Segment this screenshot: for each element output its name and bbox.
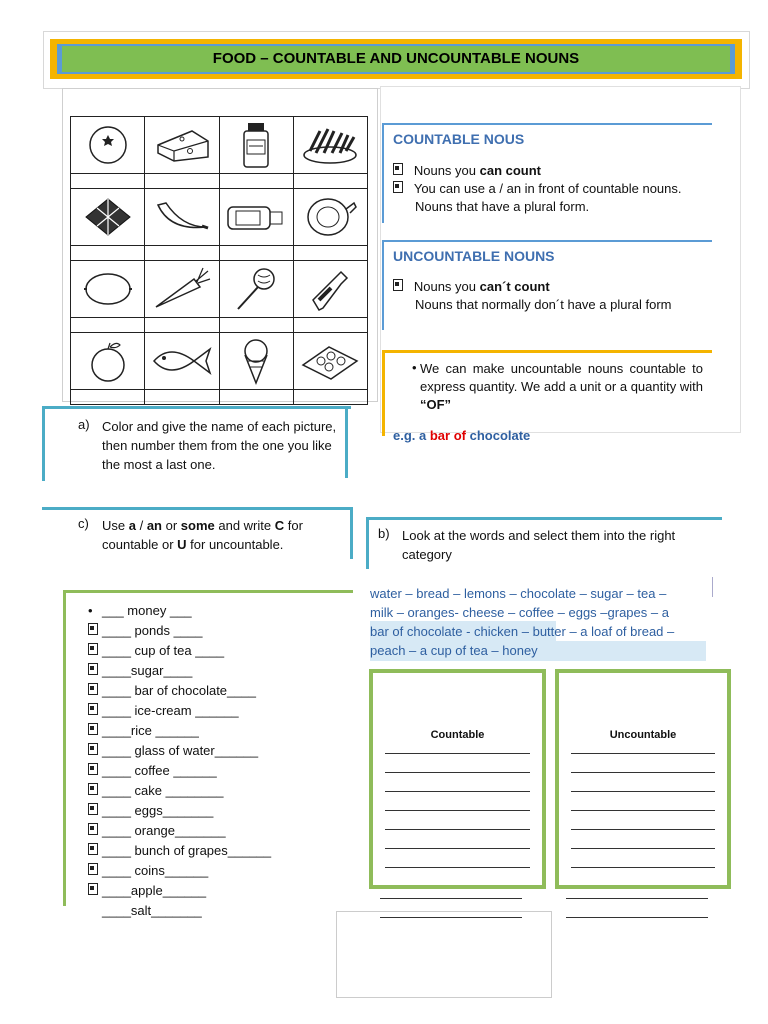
word-list-item <box>88 701 348 721</box>
fries-icon <box>293 117 367 174</box>
blank-line[interactable] <box>566 898 708 899</box>
bullet-icon <box>88 781 102 801</box>
countable-extra-lines <box>380 898 522 918</box>
coffee-jar-icon <box>219 117 293 174</box>
fish-icon <box>145 333 219 390</box>
word-bank <box>370 584 716 660</box>
word-list-text[interactable]: ____ bunch of grapes______ <box>102 843 272 858</box>
word-list-text[interactable]: ____ orange_______ <box>102 823 226 838</box>
countable-heading: COUNTABLE NOUS <box>393 131 525 147</box>
uncountable-column-title: Uncountable <box>609 729 677 741</box>
instruction-c-text: Use a / an or some and write C for countable or U for uncountable. <box>102 518 303 552</box>
word-list-item <box>88 661 348 681</box>
blank-line[interactable] <box>566 917 708 918</box>
blank-line[interactable] <box>380 898 522 899</box>
blank-line[interactable] <box>385 810 530 811</box>
countable-blank-lines <box>385 753 530 868</box>
bullet-icon <box>88 721 102 741</box>
blank-line[interactable] <box>385 753 530 754</box>
bullet-dot: • <box>88 603 93 618</box>
countable-column-title: Countable <box>430 729 485 741</box>
word-list-text[interactable]: ____salt_______ <box>102 903 202 918</box>
cheese-icon <box>145 117 219 174</box>
word-list-item <box>88 861 348 881</box>
picture-grid <box>70 116 368 396</box>
blank-line[interactable] <box>385 791 530 792</box>
bullet-icon <box>393 279 403 291</box>
bullet-icon <box>393 163 403 175</box>
bullet-icon <box>88 641 102 661</box>
egg-carton-icon <box>293 333 367 390</box>
bullet-icon <box>88 681 102 701</box>
bullet-icon <box>88 801 102 821</box>
instruction-a-text: Color and give the name of each picture, then number them from the one you like the most a last one. <box>102 419 337 472</box>
instruction-c-side-rule <box>350 507 353 559</box>
uncountable-blank-lines <box>571 753 715 868</box>
bottle-icon <box>219 189 293 246</box>
word-list-item <box>88 681 348 701</box>
blank-line[interactable] <box>571 810 715 811</box>
blank-line[interactable] <box>571 791 715 792</box>
word-list-item <box>88 821 348 841</box>
example-line: e.g. a bar of chocolate <box>393 428 531 443</box>
instruction-b-text: Look at the words and select them into the right category <box>402 528 676 562</box>
countable-column <box>369 669 546 889</box>
bullet-icon <box>88 741 102 761</box>
word-list-item <box>88 881 348 901</box>
word-list-side-rule <box>63 590 66 906</box>
bullet-icon <box>88 661 102 681</box>
word-list <box>88 601 348 921</box>
bullet-icon <box>88 701 102 721</box>
countable-heading-rule <box>382 123 712 125</box>
footer-frame <box>336 911 552 998</box>
word-list-item <box>88 721 348 741</box>
page-title: FOOD – COUNTABLE AND UNCOUNTABLE NOUNS <box>62 46 730 72</box>
blank-line[interactable] <box>571 772 715 773</box>
word-list-item <box>88 741 348 761</box>
word-bank-line: peach – a cup of tea – honey <box>370 643 538 658</box>
lemon-icon <box>71 261 145 318</box>
word-list-text[interactable]: ___ money ___ <box>102 603 192 618</box>
word-list-text[interactable]: ____ cup of tea ____ <box>102 643 225 658</box>
banana-icon <box>145 189 219 246</box>
instruction-c-letter: c) <box>78 516 89 531</box>
quantity-note: We can make uncountable nouns countable to express quantity. We add a unit or a quantity with “OF” <box>420 361 703 412</box>
word-list-text[interactable]: ____ ponds ____ <box>102 623 203 638</box>
apple-icon <box>71 333 145 390</box>
word-list-item <box>88 621 348 641</box>
uncountable-heading: UNCOUNTABLE NOUNS <box>393 248 555 264</box>
note-top-rule <box>382 350 712 353</box>
blank-line[interactable] <box>571 753 715 754</box>
uncountable-extra-lines <box>566 898 708 918</box>
word-list-item <box>88 641 348 661</box>
carrot-icon <box>145 261 219 318</box>
blank-line[interactable] <box>385 867 530 868</box>
word-list-text[interactable]: ____apple______ <box>102 883 207 898</box>
word-bank-line: milk – oranges- cheese – coffee – eggs –grapes – a <box>370 605 669 620</box>
uncountable-heading-rule <box>382 240 712 242</box>
bullet-icon <box>393 181 403 193</box>
instruction-b-top-rule <box>366 517 722 520</box>
word-bank-line: bar of chocolate - chicken – butter – a loaf of bread – <box>370 624 675 639</box>
bullet-icon <box>88 841 102 861</box>
blank-line[interactable] <box>385 848 530 849</box>
note-bullet: • <box>412 360 417 375</box>
word-list-text[interactable]: ____ coins______ <box>102 863 209 878</box>
ham-icon <box>293 189 367 246</box>
instruction-b-side-rule <box>366 517 369 569</box>
word-list-item <box>88 601 348 621</box>
chocolate-bar-icon <box>71 189 145 246</box>
bullet-icon <box>88 761 102 781</box>
countable-side-rule <box>382 123 384 223</box>
blank-line[interactable] <box>385 772 530 773</box>
word-list-item <box>88 901 348 921</box>
note-side-rule <box>382 352 385 436</box>
word-list-text[interactable]: ____rice ______ <box>102 723 199 738</box>
ice-cream-icon <box>219 333 293 390</box>
word-list-text[interactable]: ____ eggs_______ <box>102 803 214 818</box>
word-list-top-rule <box>63 590 353 593</box>
word-list-text[interactable]: ____ glass of water______ <box>102 743 259 758</box>
word-list-text[interactable]: ____ cake ________ <box>102 783 224 798</box>
word-list-item <box>88 781 348 801</box>
word-list-text[interactable]: ____ ice-cream ______ <box>102 703 239 718</box>
uncountable-definition: Nouns you can´t count Nouns that normally don´t have a plural form <box>393 278 713 314</box>
countable-definition: Nouns you can count You can use a / an in front of countable nouns. Nouns that have a plural form. <box>393 162 713 216</box>
instruction-a-letter: a) <box>78 417 90 432</box>
word-list-item <box>88 841 348 861</box>
word-list-item <box>88 761 348 781</box>
bullet-icon <box>88 861 102 881</box>
word-list-item <box>88 801 348 821</box>
blank-line[interactable] <box>385 829 530 830</box>
bullet-icon <box>88 621 102 641</box>
spaghetti-fork-icon <box>219 261 293 318</box>
uncountable-column <box>555 669 731 889</box>
bullet-icon <box>88 881 102 901</box>
word-list-text[interactable]: ____ bar of chocolate____ <box>102 683 256 698</box>
word-list-text[interactable]: ____ coffee ______ <box>102 763 217 778</box>
blank-line[interactable] <box>571 867 715 868</box>
blank-line[interactable] <box>571 829 715 830</box>
blank-line[interactable] <box>571 848 715 849</box>
instruction-b-letter: b) <box>378 526 390 541</box>
uncountable-side-rule <box>382 240 384 330</box>
blank-line[interactable] <box>380 917 522 918</box>
word-list-text[interactable]: ____sugar____ <box>102 663 193 678</box>
bullet-icon <box>88 821 102 841</box>
instruction-c-top-rule <box>42 507 352 510</box>
soda-bottle-icon <box>293 261 367 318</box>
word-bank-line: water – bread – lemons – chocolate – sugar – tea – <box>370 586 667 601</box>
orange-icon <box>71 117 145 174</box>
